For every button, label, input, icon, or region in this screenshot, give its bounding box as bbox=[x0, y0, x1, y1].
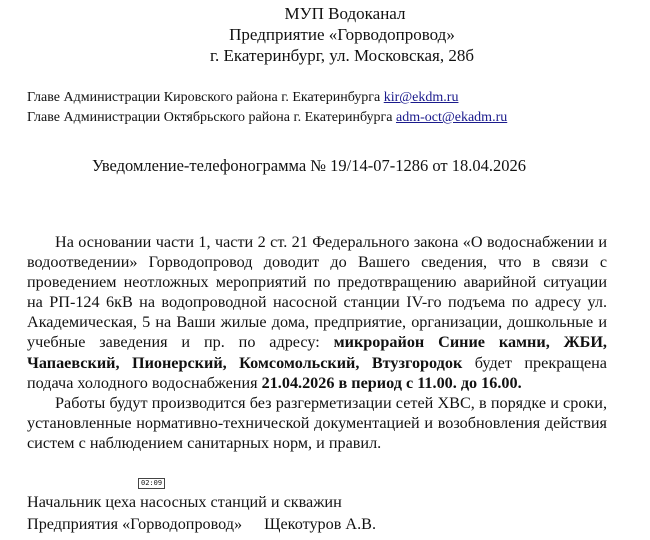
signer-company: Предприятия «Горводопровод» bbox=[27, 515, 243, 533]
notice-title: Уведомление-телефонограмма № 19/14-07-1286 от 18.04.2026 bbox=[92, 156, 526, 175]
time-stamp: 02:09 bbox=[138, 478, 165, 489]
notice-body bbox=[27, 232, 607, 453]
org-address: г. Екатеринбург, ул. Московская, 28б bbox=[209, 46, 475, 65]
addressee-kirovsky bbox=[27, 88, 507, 108]
addressee-text: Главе Администрации Октябрьского района г. Екатеринбурга bbox=[27, 110, 396, 125]
addressee-oktyabrsky bbox=[27, 108, 507, 128]
signature-block bbox=[27, 491, 376, 535]
signer-company-line bbox=[27, 513, 376, 535]
email-link-kir[interactable]: kir@ekdm.ru bbox=[383, 90, 459, 105]
addressee-list bbox=[27, 88, 507, 128]
paragraph-main bbox=[27, 232, 607, 393]
districts-list: микрорайон Синие камни, ЖБИ, Чапаевский, Пионерский, Комсомольский, Втузгородок bbox=[27, 333, 607, 372]
letterhead bbox=[0, 3, 650, 66]
enterprise-name: Предприятие «Горводопровод» bbox=[229, 25, 455, 44]
email-link-oct[interactable]: adm-oct@ekadm.ru bbox=[395, 110, 508, 125]
signer-name: Щекотуров А.В. bbox=[264, 515, 376, 533]
addressee-text: Главе Администрации Кировского района г. Екатеринбурга bbox=[27, 90, 384, 105]
signer-position: Начальник цеха насосных станций и скважин bbox=[27, 493, 342, 511]
outage-date-time: 21.04.2026 в период с 11.00. до 16.00. bbox=[261, 373, 522, 392]
org-name: МУП Водоканал bbox=[284, 4, 406, 23]
paragraph-intro: На основании части 1, части 2 ст. 21 Федерального закона «О водоснабжении и водоотведении» Горводопровод доводит до Вашего сведения, что в связи с проведением неотложных мероприятий по предотвращению аварийной ситуации на РП-124 6кВ на водопроводной насосной станции IV-го подъема по адресу ул. Академическая, 5 на Ваши жилые дома, предприятие, организации, дошкольные и учебные заведения и пр. по адресу: bbox=[27, 233, 607, 352]
paragraph-middle: будет прекращена подача холодного водоснабжения bbox=[27, 353, 607, 392]
paragraph-works: Работы будут производится без разгерметизации сетей ХВС, в порядке и сроки, установленные нормативно-технической документацией и возобновления действия систем с наблюдением санитарных норм, и правил. bbox=[27, 393, 607, 452]
